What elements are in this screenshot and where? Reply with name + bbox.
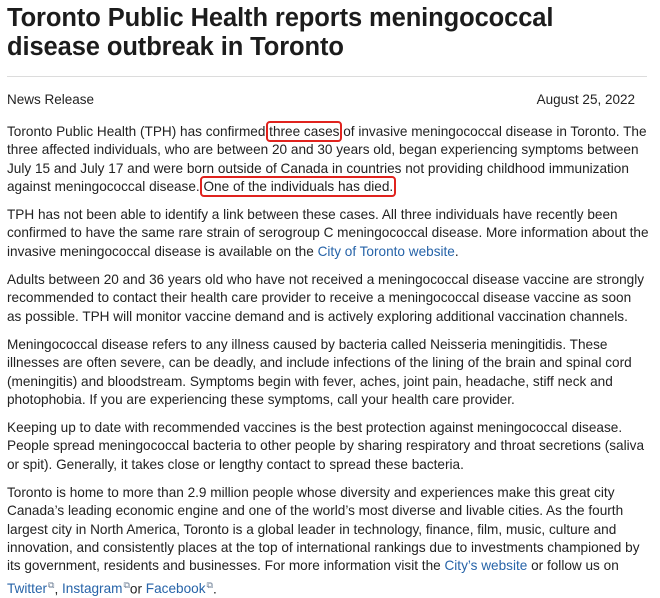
p6-comma: , <box>54 581 63 597</box>
facebook-link-label: Facebook <box>145 581 206 597</box>
external-link-icon: ⧉ <box>206 579 213 590</box>
p6-or: or <box>129 581 146 597</box>
paragraph-4: Meningococcal disease refers to any illness caused by bacteria called Neisseria meningitidis. These illnesses are often severe, can be deadly, and include infections of the lining of the brain and spinal cord (meningitis) and bloodstream. Symptoms begin with fever, aches, joint pain, headache, stiff neck and photophobia. If you are experiencing these symptoms, call your health care provider. <box>7 336 632 407</box>
p6-end: . <box>212 581 217 597</box>
article-meta <box>7 91 635 109</box>
external-link-icon: ⧉ <box>123 579 130 590</box>
twitter-link[interactable] <box>7 581 54 596</box>
article-title: Toronto Public Health reports meningococcal disease outbreak in Toronto <box>7 4 554 61</box>
title-divider <box>7 76 647 77</box>
instagram-link[interactable] <box>62 581 130 596</box>
p6-text: Toronto is home to more than 2.9 million people whose diversity and experiences make this great city Canada’s leading economic engine and one of the world’s most diverse and livable cities. As the fourth largest city in North America, Toronto is a global leader in technology, finance, film, music, culture and innovation, and consistently places at the top of international rankings due to investments championed by its government, residents and businesses. For more information visit the <box>7 485 640 574</box>
p1-text-middle: of invasive meningococcal disease in Toronto. The three affected individuals, who are between 20 and 30 years old, began experiencing symptoms between July 15 and July 17 and were born outside of Canada in countries not providing childhood immunization against meningococcal disease. <box>7 124 647 194</box>
citys-website-link[interactable]: City’s website <box>444 558 528 574</box>
highlight-individual-died: One of the individuals has died. <box>203 178 394 194</box>
highlight-three-cases: three cases <box>269 124 340 139</box>
paragraph-2 <box>7 206 649 261</box>
p2-end: . <box>454 243 459 259</box>
p1-text-start: Toronto Public Health (TPH) has confirmed <box>7 124 270 139</box>
p2-text: TPH has not been able to identify a link between these cases. All three individuals have recently been confirmed to have the same rare strain of serogroup C meningococcal disease. More information about the invasive meningococcal disease is available on the <box>7 207 649 259</box>
p6-follow-text: or follow us on <box>527 558 619 574</box>
article-type: News Release <box>7 92 95 107</box>
external-link-icon: ⧉ <box>48 579 55 590</box>
paragraph-3: Adults between 20 and 36 years old who have not received a meningococcal disease vaccine are strongly recommended to contact their health care provider to receive a meningococcal disease vaccine as soon as possible. TPH will monitor vaccine demand and is actively exploring additional vaccination channels. <box>7 272 645 324</box>
paragraph-6 <box>7 484 649 598</box>
city-of-toronto-website-link[interactable]: City of Toronto website <box>317 243 455 259</box>
instagram-link-label: Instagram <box>62 581 123 597</box>
paragraph-1 <box>7 123 649 196</box>
twitter-link-label: Twitter <box>7 581 48 597</box>
paragraph-5: Keeping up to date with recommended vaccines is the best protection against meningococcal disease. People spread meningococcal bacteria to other people by sharing respiratory and throat secretions (saliva or spit). Generally, it takes close or lengthy contact to spread these bacteria. <box>7 420 645 472</box>
article-date: August 25, 2022 <box>536 92 635 107</box>
facebook-link[interactable] <box>146 581 213 596</box>
